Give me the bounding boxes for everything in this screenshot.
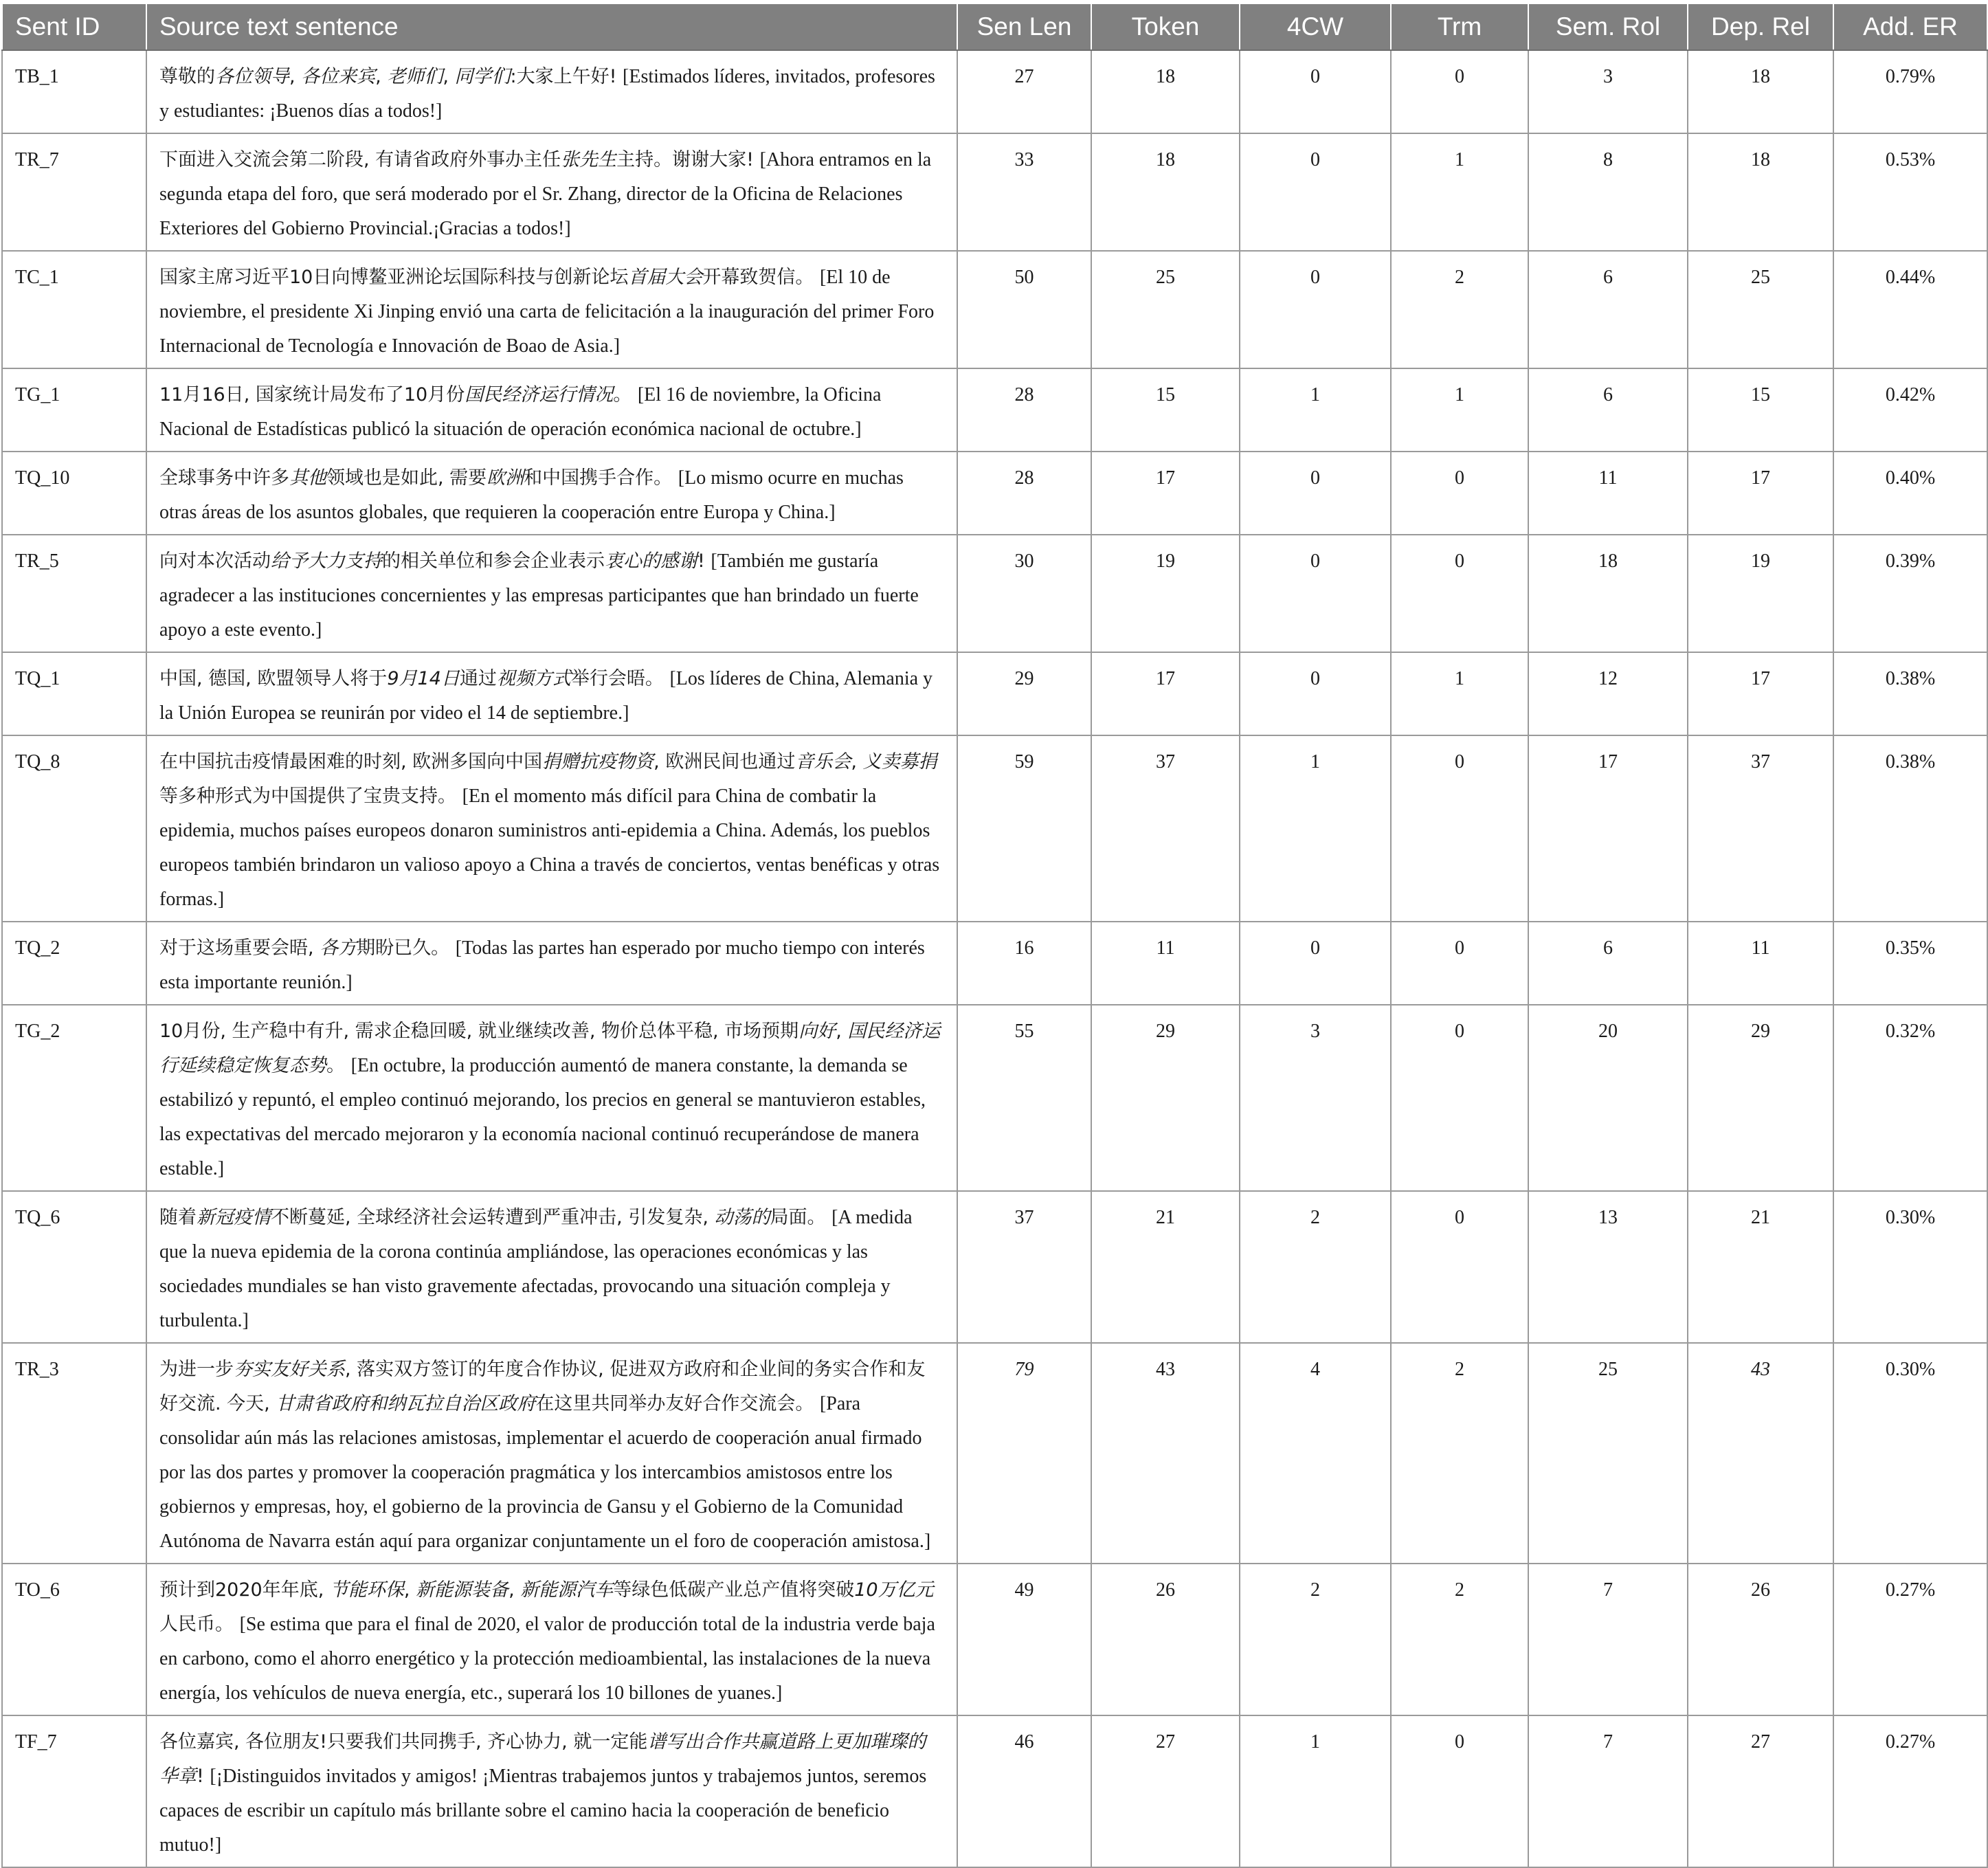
highlighted-term: 新冠疫情	[197, 1207, 271, 1228]
cell-sem-rol: 12	[1528, 652, 1688, 735]
highlighted-term: 新能源汽车	[520, 1579, 614, 1601]
chinese-text: ,	[836, 1021, 848, 1042]
cell-add-er: 0.44%	[1833, 251, 1987, 368]
table-row	[2, 1191, 1987, 1343]
chinese-text: 通过	[459, 668, 497, 689]
highlighted-term: 同学们	[454, 66, 511, 87]
cell-add-er: 0.38%	[1833, 735, 1987, 922]
highlighted-term: 其他	[289, 467, 326, 489]
cell-source-text	[146, 922, 957, 1005]
chinese-text: 的相关单位和参会企业表示	[382, 551, 605, 572]
chinese-text: 向对本次活动	[159, 551, 271, 572]
table-row	[2, 133, 1987, 251]
cell-sem-rol: 6	[1528, 368, 1688, 452]
cell-4cw: 2	[1240, 1564, 1391, 1715]
chinese-text: 人民币。	[159, 1614, 240, 1635]
cell-4cw: 0	[1240, 652, 1391, 735]
cell-trm: 0	[1391, 50, 1528, 133]
cell-add-er: 0.30%	[1833, 1343, 1987, 1564]
spanish-translation: [¡Distinguidos invitados y amigos! ¡Mientras trabajemos juntos y trabajemos juntos, seremos capaces de escribir un capítulo más brillante sobre el camino hacia la cooperación de beneficio mutuo!]	[159, 1766, 927, 1856]
cell-trm: 0	[1391, 1715, 1528, 1867]
cell-source-text	[146, 133, 957, 251]
cell-sent-id: TC_1	[2, 251, 146, 368]
highlighted-term: 给予大力支持	[271, 551, 382, 572]
spanish-translation: [También me gustaría agradecer a las instituciones concernientes y las empresas participantes que han brindado un fuerte apoyo a este evento.]	[159, 551, 919, 641]
cell-dep-rel: 18	[1688, 50, 1833, 133]
chinese-text: 各位嘉宾, 各位朋友!只要我们共同携手, 齐心协力, 就一定能	[159, 1731, 648, 1753]
cell-sem-rol: 7	[1528, 1715, 1688, 1867]
table-row	[2, 652, 1987, 735]
cell-sent-id: TF_7	[2, 1715, 146, 1867]
cell-sent-id: TQ_2	[2, 922, 146, 1005]
cell-source-text	[146, 368, 957, 452]
cell-4cw: 4	[1240, 1343, 1391, 1564]
cell-sen-len: 30	[957, 535, 1091, 652]
cell-sem-rol: 3	[1528, 50, 1688, 133]
col-header-token[interactable]: Token	[1091, 3, 1240, 50]
cell-source-text	[146, 735, 957, 922]
chinese-text: 在这里共同举办友好合作交流会。	[535, 1393, 820, 1414]
spanish-translation: [En el momento más difícil para China de combatir la epidemia, muchos países europeos donaron suministros anti-epidemia a China. Además, los pueblos europeos también brindaron un valioso apoyo a China a través de conciertos, ventas benéficas y otras formas.]	[159, 786, 940, 910]
cell-token: 18	[1091, 133, 1240, 251]
cell-token: 25	[1091, 251, 1240, 368]
spanish-translation: [Todas las partes han esperado por mucho tiempo con interés esta importante reunión.]	[159, 937, 925, 993]
cell-add-er: 0.40%	[1833, 452, 1987, 535]
cell-trm: 2	[1391, 1343, 1528, 1564]
cell-trm: 2	[1391, 1564, 1528, 1715]
cell-token: 21	[1091, 1191, 1240, 1343]
cell-sen-len: 29	[957, 652, 1091, 735]
cell-source-text	[146, 1715, 957, 1867]
table-row	[2, 368, 1987, 452]
table-row	[2, 735, 1987, 922]
cell-4cw: 0	[1240, 535, 1391, 652]
chinese-text: :大家上午好!	[510, 66, 623, 87]
chinese-text: 在中国抗击疫情最困难的时刻, 欧洲多国向中国	[159, 751, 543, 772]
highlighted-term: 衷心的感谢	[605, 551, 697, 572]
chinese-text: ,	[289, 66, 302, 87]
cell-source-text	[146, 1191, 957, 1343]
highlighted-term: 张先生	[561, 149, 617, 170]
cell-trm: 0	[1391, 735, 1528, 922]
chinese-text: 等绿色低碳产业总产值将突破	[613, 1579, 855, 1601]
cell-token: 26	[1091, 1564, 1240, 1715]
cell-dep-rel: 15	[1688, 368, 1833, 452]
cell-dep-rel: 26	[1688, 1564, 1833, 1715]
cell-source-text	[146, 452, 957, 535]
chinese-text: ,	[851, 751, 863, 772]
cell-sen-len: 16	[957, 922, 1091, 1005]
chinese-text: 为进一步	[159, 1359, 234, 1380]
cell-token: 27	[1091, 1715, 1240, 1867]
chinese-text: 10月份, 生产稳中有升, 需求企稳回暖, 就业继续改善, 物价总体平稳, 市场预期	[159, 1021, 799, 1042]
col-header-source-text[interactable]: Source text sentence	[146, 3, 957, 50]
chinese-text: 局面。	[770, 1207, 832, 1228]
cell-4cw: 0	[1240, 922, 1391, 1005]
cell-add-er: 0.53%	[1833, 133, 1987, 251]
chinese-text: 下面进入交流会第二阶段, 有请省政府外事办主任	[159, 149, 561, 170]
col-header-trm[interactable]: Trm	[1391, 3, 1528, 50]
cell-trm: 2	[1391, 251, 1528, 368]
cell-trm: 0	[1391, 452, 1528, 535]
cell-dep-rel: 17	[1688, 652, 1833, 735]
cell-sen-len: 50	[957, 251, 1091, 368]
cell-token: 17	[1091, 452, 1240, 535]
cell-trm: 0	[1391, 535, 1528, 652]
highlighted-term: 捐赠抗疫物资	[542, 751, 654, 772]
cell-dep-rel: 19	[1688, 535, 1833, 652]
highlighted-term: 向好	[798, 1021, 836, 1042]
table-row	[2, 535, 1987, 652]
highlighted-term: 视频方式	[496, 668, 571, 689]
cell-token: 11	[1091, 922, 1240, 1005]
chinese-text: 中国, 德国, 欧盟领导人将于	[159, 668, 388, 689]
chinese-text: ,	[509, 1579, 521, 1601]
cell-add-er: 0.27%	[1833, 1715, 1987, 1867]
spanish-translation: [Lo mismo ocurre en muchas otras áreas de los asuntos globales, que requieren la cooperación entre Europa y China.]	[159, 467, 904, 523]
cell-sen-len: 28	[957, 368, 1091, 452]
cell-sem-rol: 8	[1528, 133, 1688, 251]
cell-token: 18	[1091, 50, 1240, 133]
highlighted-term: 老师们	[387, 66, 443, 87]
chinese-text: 预计到2020年年底,	[159, 1579, 330, 1601]
table-header	[2, 3, 1987, 50]
chinese-text: 全球事务中许多	[159, 467, 289, 489]
col-header-sem-rol[interactable]: Sem. Rol	[1528, 3, 1688, 50]
cell-4cw: 2	[1240, 1191, 1391, 1343]
cell-source-text	[146, 50, 957, 133]
highlighted-term: 各方	[320, 937, 357, 959]
cell-sent-id: TR_5	[2, 535, 146, 652]
highlighted-term: 义卖募捐	[862, 751, 937, 772]
cell-sem-rol: 7	[1528, 1564, 1688, 1715]
highlighted-term: 谱写出合作共赢道路上更加璀璨的华章	[159, 1731, 926, 1787]
table-row	[2, 251, 1987, 368]
chinese-text: 和中国携手合作。	[524, 467, 678, 489]
highlighted-term: 各位领导	[215, 66, 289, 87]
chinese-text: 。	[613, 384, 638, 405]
spanish-translation: [A medida que la nueva epidemia de la corona continúa ampliándose, las operaciones económicas y las sociedades mundiales se han visto gravemente afectadas, provocando una situación compleja y turbulenta.]	[159, 1207, 913, 1331]
highlighted-term: 动荡的	[714, 1207, 770, 1228]
cell-4cw: 0	[1240, 50, 1391, 133]
chinese-text: , 欧洲民间也通过	[654, 751, 796, 772]
cell-token: 19	[1091, 535, 1240, 652]
spanish-translation: [Se estima que para el final de 2020, el valor de producción total de la industria verde baja en carbono, como el ahorro energético y la protección medioambiental, las instalaciones de la nueva energía, los vehículos de nueva energía, etc., superará los 10 billones de yuanes.]	[159, 1614, 935, 1704]
cell-4cw: 3	[1240, 1005, 1391, 1191]
cell-sen-len: 79	[957, 1343, 1091, 1564]
cell-trm: 0	[1391, 1005, 1528, 1191]
chinese-text: !	[697, 551, 711, 572]
col-header-add-er[interactable]: Add. ER	[1833, 3, 1987, 50]
spanish-translation: [Los líderes de China, Alemania y la Unión Europea se reunirán por video el 14 de septiembre.]	[159, 668, 933, 724]
cell-sent-id: TG_1	[2, 368, 146, 452]
cell-sent-id: TR_7	[2, 133, 146, 251]
cell-source-text	[146, 1343, 957, 1564]
col-header-4cw[interactable]: 4CW	[1240, 3, 1391, 50]
chinese-text: !	[197, 1766, 210, 1787]
cell-sem-rol: 20	[1528, 1005, 1688, 1191]
cell-4cw: 0	[1240, 133, 1391, 251]
cell-trm: 1	[1391, 368, 1528, 452]
cell-token: 37	[1091, 735, 1240, 922]
col-header-sent-id[interactable]: Sent ID	[2, 3, 146, 50]
chinese-text: , 落实双方签订的年度合作协议, 促进双方政府和企业间的务实合作和友好交流. 今天,	[159, 1359, 926, 1414]
cell-trm: 1	[1391, 133, 1528, 251]
cell-token: 17	[1091, 652, 1240, 735]
highlighted-term: 欧洲	[487, 467, 524, 489]
cell-add-er: 0.79%	[1833, 50, 1987, 133]
cell-sen-len: 55	[957, 1005, 1091, 1191]
cell-4cw: 0	[1240, 251, 1391, 368]
col-header-sen-len[interactable]: Sen Len	[957, 3, 1091, 50]
chinese-text: ,	[443, 66, 455, 87]
table-row	[2, 50, 1987, 133]
highlighted-term: 首届大会	[628, 267, 703, 288]
cell-add-er: 0.39%	[1833, 535, 1987, 652]
cell-4cw: 0	[1240, 452, 1391, 535]
spanish-translation: [El 16 de noviembre, la Oficina Nacional de Estadísticas publicó la situación de operación económica nacional de octubre.]	[159, 384, 882, 440]
cell-dep-rel: 17	[1688, 452, 1833, 535]
cell-sen-len: 33	[957, 133, 1091, 251]
chinese-text: 。	[326, 1055, 351, 1076]
cell-4cw: 1	[1240, 735, 1391, 922]
chinese-text: 尊敬的	[159, 66, 215, 87]
cell-sent-id: TQ_8	[2, 735, 146, 922]
chinese-text: 等多种形式为中国提供了宝贵支持。	[159, 786, 462, 807]
cell-source-text	[146, 1005, 957, 1191]
spanish-translation: [Para consolidar aún más las relaciones amistosas, implementar el acuerdo de cooperación anual firmado por las dos partes y promover la cooperación pragmática y los intercambios amistosos entre los gobiernos y empresas, hoy, el gobierno de la provincia de Gansu y el Gobierno de la Comunidad Autónoma de Navarra están aquí para organizar conjuntamente un el foro de cooperación amistosa.]	[159, 1393, 931, 1552]
chinese-text: 主持。谢谢大家!	[616, 149, 760, 170]
cell-dep-rel: 18	[1688, 133, 1833, 251]
cell-sem-rol: 25	[1528, 1343, 1688, 1564]
cell-sem-rol: 6	[1528, 922, 1688, 1005]
cell-token: 43	[1091, 1343, 1240, 1564]
cell-trm: 0	[1391, 922, 1528, 1005]
highlighted-term: 节能环保	[329, 1579, 404, 1601]
table-row	[2, 1343, 1987, 1564]
cell-source-text	[146, 251, 957, 368]
cell-sem-rol: 13	[1528, 1191, 1688, 1343]
cell-trm: 0	[1391, 1191, 1528, 1343]
cell-sent-id: TQ_1	[2, 652, 146, 735]
table-row	[2, 1715, 1987, 1867]
cell-source-text	[146, 1564, 957, 1715]
highlighted-term: 音乐会	[795, 751, 851, 772]
table-row	[2, 1564, 1987, 1715]
cell-sent-id: TB_1	[2, 50, 146, 133]
cell-add-er: 0.35%	[1833, 922, 1987, 1005]
highlighted-term: 10万亿元	[854, 1579, 934, 1601]
chinese-text: 开幕致贺信。	[702, 267, 820, 288]
cell-add-er: 0.30%	[1833, 1191, 1987, 1343]
cell-sen-len: 27	[957, 50, 1091, 133]
chinese-text: 不断蔓延, 全球经济社会运转遭到严重冲击, 引发复杂,	[271, 1207, 715, 1228]
cell-source-text	[146, 652, 957, 735]
cell-sen-len: 37	[957, 1191, 1091, 1343]
cell-add-er: 0.27%	[1833, 1564, 1987, 1715]
highlighted-term: 甘肃省政府和纳瓦拉自治区政府	[276, 1393, 536, 1414]
chinese-text: ,	[403, 1579, 416, 1601]
cell-sem-rol: 11	[1528, 452, 1688, 535]
highlighted-term: 国民经济运行情况	[465, 384, 614, 405]
header-row	[2, 3, 1987, 50]
chinese-text: 国家主席习近平10日向博鳌亚洲论坛国际科技与创新论坛	[159, 267, 629, 288]
cell-sent-id: TQ_6	[2, 1191, 146, 1343]
cell-source-text	[146, 535, 957, 652]
sentence-metrics-table	[1, 3, 1988, 1868]
cell-dep-rel: 25	[1688, 251, 1833, 368]
highlighted-term: 夯实友好关系	[234, 1359, 345, 1380]
chinese-text: ,	[375, 66, 388, 87]
cell-sem-rol: 18	[1528, 535, 1688, 652]
cell-trm: 1	[1391, 652, 1528, 735]
cell-sent-id: TQ_10	[2, 452, 146, 535]
cell-sen-len: 46	[957, 1715, 1091, 1867]
cell-sen-len: 59	[957, 735, 1091, 922]
table-row	[2, 452, 1987, 535]
table-row	[2, 1005, 1987, 1191]
cell-dep-rel: 21	[1688, 1191, 1833, 1343]
cell-dep-rel: 29	[1688, 1005, 1833, 1191]
chinese-text: 领域也是如此, 需要	[326, 467, 487, 489]
cell-sem-rol: 17	[1528, 735, 1688, 922]
cell-token: 15	[1091, 368, 1240, 452]
cell-dep-rel: 43	[1688, 1343, 1833, 1564]
cell-dep-rel: 11	[1688, 922, 1833, 1005]
cell-add-er: 0.32%	[1833, 1005, 1987, 1191]
cell-sen-len: 28	[957, 452, 1091, 535]
highlighted-term: 新能源装备	[416, 1579, 509, 1601]
cell-add-er: 0.42%	[1833, 368, 1987, 452]
highlighted-term: 各位来宾	[301, 66, 376, 87]
col-header-dep-rel[interactable]: Dep. Rel	[1688, 3, 1833, 50]
spanish-translation: [Estimados líderes, invitados, profesores y estudiantes: ¡Buenos días a todos!]	[159, 66, 935, 122]
spanish-translation: [En octubre, la producción aumentó de manera constante, la demanda se estabilizó y repuntó, el empleo continuó mejorando, los precios en general se mantuvieron estables, las expectativas del mercado mejoraron y la economía nacional continuó recuperándose de manera estable.]	[159, 1055, 926, 1179]
chinese-text: 对于这场重要会晤,	[159, 937, 320, 959]
chinese-text: 随着	[159, 1207, 197, 1228]
highlighted-term: 9月14日	[387, 668, 460, 689]
cell-add-er: 0.38%	[1833, 652, 1987, 735]
cell-sent-id: TG_2	[2, 1005, 146, 1191]
cell-sent-id: TO_6	[2, 1564, 146, 1715]
spanish-translation: [El 10 de noviembre, el presidente Xi Jinping envió una carta de felicitación a la inauguración del primer Foro Internacional de Tecnología e Innovación de Boao de Asia.]	[159, 267, 935, 357]
chinese-text: 期盼已久。	[357, 937, 456, 959]
cell-sent-id: TR_3	[2, 1343, 146, 1564]
chinese-text: 举行会晤。	[570, 668, 670, 689]
cell-token: 29	[1091, 1005, 1240, 1191]
cell-4cw: 1	[1240, 1715, 1391, 1867]
table-body	[2, 50, 1987, 1867]
cell-sen-len: 49	[957, 1564, 1091, 1715]
table-row	[2, 922, 1987, 1005]
cell-4cw: 1	[1240, 368, 1391, 452]
cell-sem-rol: 6	[1528, 251, 1688, 368]
cell-dep-rel: 37	[1688, 735, 1833, 922]
spanish-translation: [Ahora entramos en la segunda etapa del foro, que será moderado por el Sr. Zhang, director de la Oficina de Relaciones Exteriores del Gobierno Provincial.¡Gracias a todos!]	[159, 149, 932, 239]
chinese-text: 11月16日, 国家统计局发布了10月份	[159, 384, 465, 405]
cell-dep-rel: 27	[1688, 1715, 1833, 1867]
highlighted-term: 国民经济运行延续稳定恢复态势	[159, 1021, 941, 1076]
